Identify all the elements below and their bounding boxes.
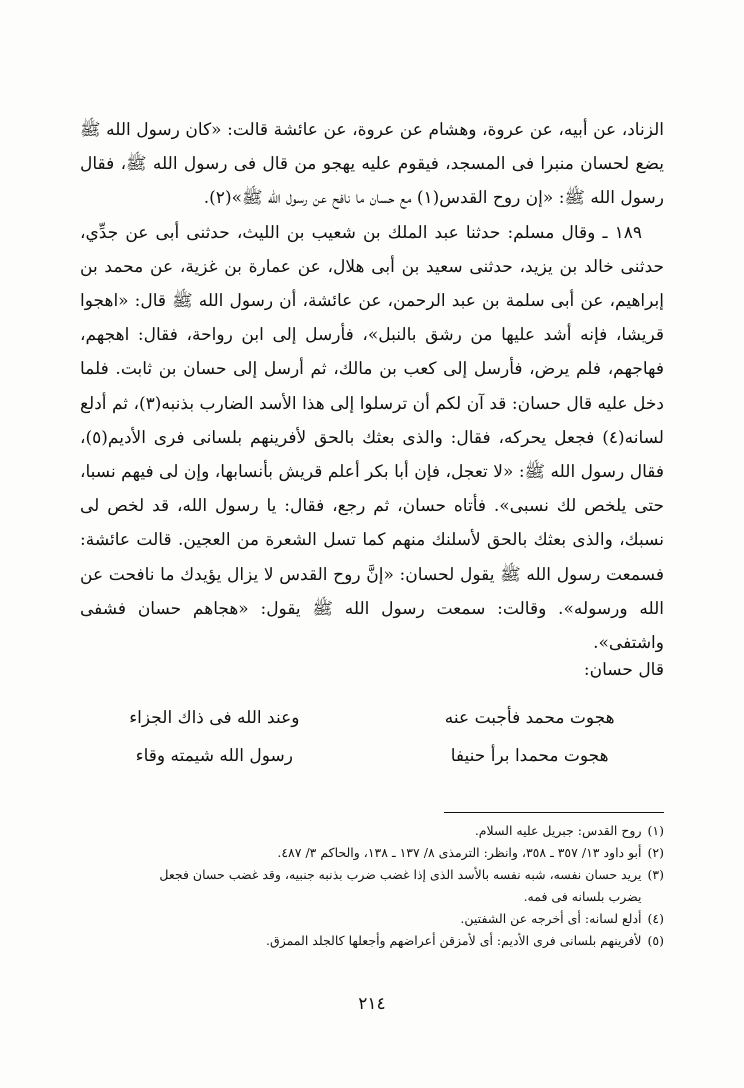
footnote: [72, 908, 664, 930]
verse-2-second-hemistich: رسول الله شيمته وقاء: [135, 746, 294, 766]
verse-2-first-hemistich: هجوت محمدا برأ حنيفا: [450, 746, 609, 766]
poem: [80, 708, 664, 784]
verse-line: [80, 708, 664, 746]
footnote-separator: [444, 812, 664, 813]
footnote-text: روح القدس: جبريل عليه السلام.: [474, 823, 642, 838]
footnote-number: (٢): [647, 845, 664, 860]
footnote: [72, 820, 664, 842]
verse-line: [80, 746, 664, 784]
footnote-number: (٤): [647, 911, 664, 926]
main-text: [80, 113, 664, 660]
footnote-text: أبو داود ١٣/ ٣٥٧ ـ ٣٥٨، وانظر: الترمذى ٨/ ١٣٧ ـ ١٣٨، والحاكم ٣/ ٤٨٧.: [277, 845, 642, 860]
footnote: [72, 842, 664, 864]
footnote-continuation: يضرب بلسانه فى فمه.: [523, 889, 642, 904]
footnote-text: يريد حسان نفسه، شبه نفسه بالأسد الذى إذا غضب ضرب بذنبه جنبيه، وقد غضب حسان فجعل: [159, 867, 642, 882]
footnote-text: أدلع لسانه: أى أخرجه عن الشفتين.: [460, 911, 642, 926]
footnote-text: لأفرينهم بلسانى فرى الأديم: أى لأمزقن أعراضهم وأجعلها كالجلد الممزق.: [266, 933, 642, 948]
verse-1-first-hemistich: هجوت محمد فأجبت عنه: [444, 708, 615, 728]
footnote: [72, 864, 664, 908]
footnote-number: (٣): [647, 867, 664, 882]
footnote-number: (٥): [647, 933, 664, 948]
page-number: ٢١٤: [358, 994, 386, 1014]
footnotes: [72, 820, 664, 952]
paragraph-1: الزناد، عن أبيه، عن عروة، وهشام عن عروة، عن عائشة قالت: «كان رسول الله ﷺ يضع لحسان منبرا فى المسجد، فيقوم عليه يهجو من قال فى رسول الله ﷺ، فقال رسول الله ﷺ: «إن روح القدس(١) مع حسان ما نافح عن رسول الله ﷺ»(٢).: [80, 120, 664, 209]
paragraph-2: ١٨٩ ـ وقال مسلم: حدثنا عبد الملك بن شعيب بن الليث، حدثنى أبى عن جدِّي، حدثنى خالد بن يزيد، حدثنى سعيد بن أبى هلال، عن عمارة بن غزية، عن محمد بن إبراهيم، عن أبى سلمة بن عبد الرحمن، عن عائشة، أن رسول الله ﷺ قال: «اهجوا قريشا، فإنه أشد عليها من رشق بالنبل»، فأرسل إلى ابن رواحة، فقال: اهجهم، فهاجهم، فلم يرض، فأرسل إلى كعب بن مالك، ثم أرسل إلى حسان بن ثابت. فلما دخل عليه قال حسان: قد آن لكم أن ترسلوا إلى هذا الأسد الضارب بذنبه(٣)، ثم أدلع لسانه(٤) فجعل يحركه، فقال: والذى بعثك بالحق لأفرينهم بلسانى فرى الأديم(٥)، فقال رسول الله ﷺ: «لا تعجل، فإن أبا بكر أعلم قريش بأنسابها، وإن لى فيهم نسبا، حتى يلخص لك نسبى». فأتاه حسان، ثم رجع، فقال: يا رسول الله، قد لخص لى نسبك، والذى بعثك بالحق لأسلنك منهم كما تسل الشعرة من العجين. قالت عائشة: فسمعت رسول الله ﷺ يقول لحسان: «إنَّ روح القدس لا يزال يؤيدك ما نافحت عن الله ورسوله». وقالت: سمعت رسول الله ﷺ يقول: «هجاهم حسان فشفى واشتفى».: [80, 222, 665, 654]
footnote-text-block: [72, 864, 642, 908]
verse-1-second-hemistich: وعند الله فى ذاك الجزاء: [129, 708, 300, 728]
verse-intro: قال حسان:: [583, 660, 664, 680]
footnote: [72, 930, 664, 952]
footnote-number: (١): [647, 823, 664, 838]
